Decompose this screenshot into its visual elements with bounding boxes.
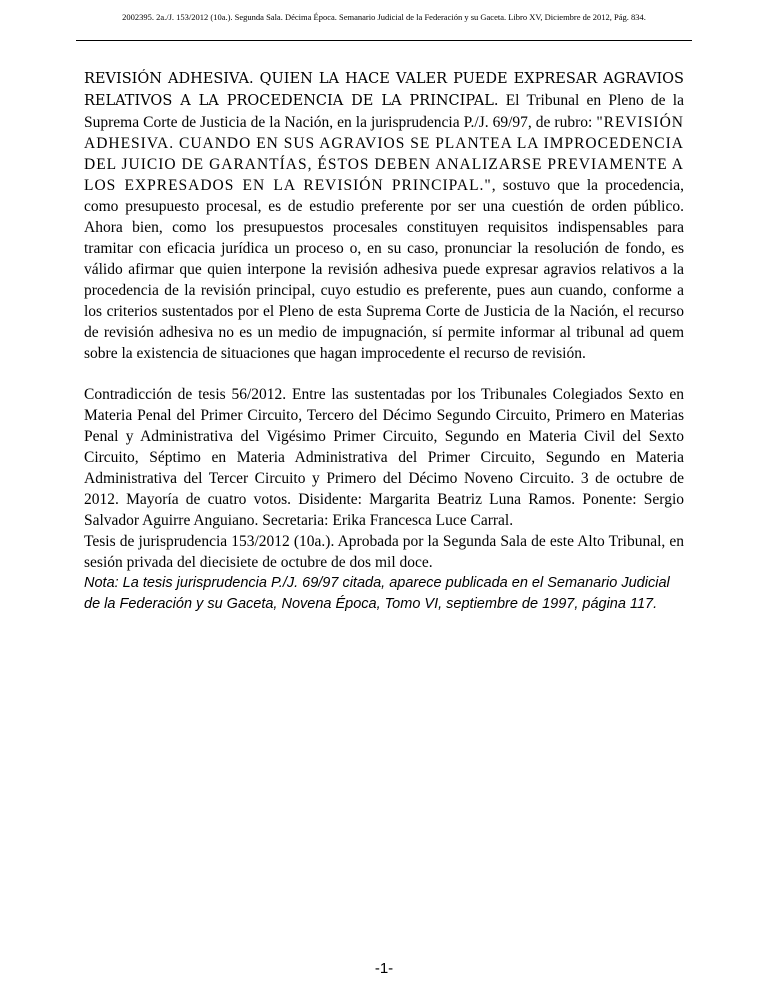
document-header: 2002395. 2a./J. 153/2012 (10a.). Segunda Sala. Décima Época. Semanario Judicial de la Federación y su Gaceta. Libro XV, Diciembre de 2012, Pág. 834. xyxy=(122,12,646,22)
document-body xyxy=(84,68,684,615)
thesis-rubric: REVISIÓN ADHESIVA. QUIEN LA HACE VALER PUEDE EXPRESAR AGRAVIOS RELATIVOS A LA PROCEDENCIA DE LA PRINCIPAL. xyxy=(84,71,684,109)
thesis-paragraph xyxy=(84,68,684,364)
thesis-intro: El Tribunal en Pleno de la Suprema Corte de Justicia de la Nación, en la jurisprudencia P./J. 69/97, de rubro: xyxy=(84,92,684,131)
thesis-main-text: , sostuvo que la procedencia, como presupuesto procesal, es de estudio preferente por ser una cuestión de orden público. Ahora bien, como los presupuestos procesales constituyen requisitos indispensables para tramitar con eficacia jurídica un proceso o, en su caso, pronunciar la resolución de fondo, es válido afirmar que quien interpone la revisión adhesiva puede expresar agravios relativos a la procedencia de la revisión principal, cuyo estudio es preferente, pues aun cuando, conforme a los criterios sustentados por el Pleno de esta Suprema Corte de Justicia de la Nación, el recurso de revisión adhesiva no es un medio de impugnación, sí permite informar al tribunal ad quem sobre la existencia de situaciones que hagan improcedente el recurso de revisión. xyxy=(84,177,684,362)
page-number: -1- xyxy=(374,960,394,977)
approval-paragraph: Tesis de jurisprudencia 153/2012 (10a.). Aprobada por la Segunda Sala de este Alto Tribunal, en sesión privada del diecisiete de octubre de dos mil doce. xyxy=(84,533,684,571)
quoted-rubric: "REVISIÓN ADHESIVA. CUANDO EN SUS AGRAVIOS SE PLANTEA LA IMPROCEDENCIA DEL JUICIO DE GARANTÍAS, ÉSTOS DEBEN ANALIZARSE PREVIAMENTE A LOS EXPRESADOS EN LA REVISIÓN PRINCIPAL." xyxy=(84,114,684,194)
precedent-paragraph: Contradicción de tesis 56/2012. Entre las sustentadas por los Tribunales Colegiados Sexto en Materia Penal del Primer Circuito, Tercero del Décimo Segundo Circuito, Primero en Materias Penal y Administrativa del Vigésimo Primer Circuito, Segundo en Materia Civil del Sexto Circuito, Séptimo en Materia Administrativa del Primer Circuito, Segundo en Materia Administrativa del Tercer Circuito y Primero del Décimo Noveno Circuito. 3 de octubre de 2012. Mayoría de cuatro votos. Disidente: Margarita Beatriz Luna Ramos. Ponente: Sergio Salvador Aguirre Anguiano. Secretaria: Erika Francesca Luce Carral. xyxy=(84,386,684,529)
header-divider xyxy=(76,40,692,41)
note-paragraph: Nota: La tesis jurisprudencia P./J. 69/97 citada, aparece publicada en el Semanario Judicial de la Federación y su Gaceta, Novena Época, Tomo VI, septiembre de 1997, página 117. xyxy=(84,575,670,612)
